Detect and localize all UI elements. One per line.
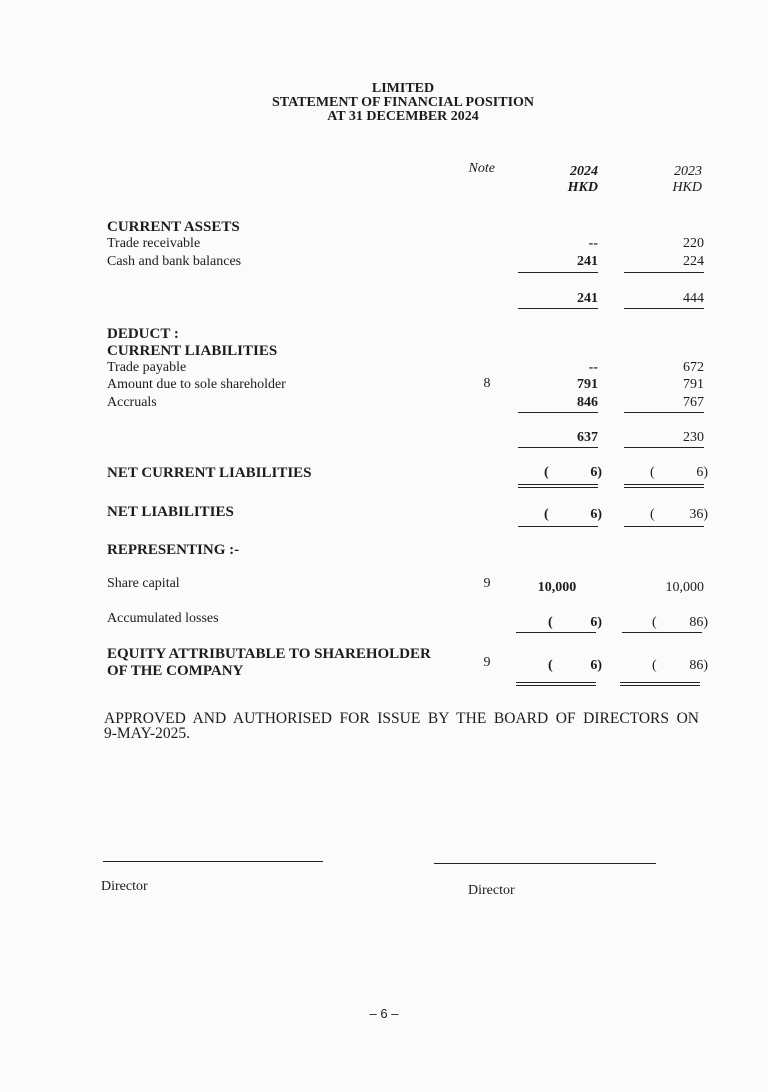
currency-2024-header: HKD	[567, 180, 598, 195]
director-label-left: Director	[101, 879, 148, 894]
cash-bank-label: Cash and bank balances	[107, 254, 242, 269]
statement-date: AT 31 DECEMBER 2024	[327, 109, 479, 124]
rule	[516, 682, 596, 683]
open-paren: (	[652, 658, 657, 673]
value: 86)	[689, 658, 708, 673]
net-current-liabilities-2023	[650, 465, 708, 481]
current-liabilities-heading: CURRENT LIABILITIES	[107, 343, 278, 359]
rule	[624, 526, 704, 527]
share-capital-2024: 10,000	[537, 580, 577, 595]
value: 6)	[590, 507, 602, 522]
value: 6)	[590, 465, 602, 480]
cash-bank-2024: 241	[577, 254, 598, 269]
due-shareholder-label: Amount due to sole shareholder	[107, 377, 286, 392]
rule	[622, 632, 702, 633]
company-name: LIMITED	[371, 81, 435, 96]
equity-2023	[652, 658, 708, 674]
trade-payable-2023: 672	[683, 360, 704, 375]
net-liabilities-2023	[650, 507, 708, 523]
trade-receivable-label: Trade receivable	[107, 236, 201, 251]
statement-title: STATEMENT OF FINANCIAL POSITION	[271, 95, 535, 110]
trade-payable-2024: --	[588, 360, 598, 375]
rule	[620, 682, 700, 683]
rule	[518, 308, 598, 309]
rule	[624, 447, 704, 448]
deduct-heading: DEDUCT :	[107, 326, 179, 342]
rule	[624, 308, 704, 309]
director-label-right: Director	[468, 883, 515, 898]
rule	[518, 526, 598, 527]
trade-receivable-2023: 220	[683, 236, 704, 251]
rule	[624, 272, 704, 273]
rule	[624, 484, 704, 485]
approval-line2: 9-MAY-2025.	[104, 725, 190, 742]
trade-receivable-2024: --	[588, 236, 598, 251]
net-current-liabilities-label: NET CURRENT LIABILITIES	[107, 465, 312, 481]
currency-2023-header: HKD	[672, 180, 702, 195]
page-number: – 6 –	[369, 1006, 399, 1021]
open-paren: (	[548, 615, 553, 630]
accruals-2023: 767	[683, 395, 704, 410]
net-liabilities-2024	[544, 507, 602, 523]
cash-bank-2023: 224	[683, 254, 704, 269]
year-2023-header: 2023	[674, 164, 702, 179]
rule	[624, 412, 704, 413]
open-paren: (	[650, 507, 655, 522]
net-liabilities-label: NET LIABILITIES	[107, 504, 234, 520]
value: 36)	[689, 507, 708, 522]
equity-2024	[548, 658, 602, 674]
signature-line-left	[103, 861, 323, 862]
rule	[518, 272, 598, 273]
value: 6)	[590, 658, 602, 673]
accumulated-losses-2024	[548, 615, 602, 631]
total-liabilities-2024: 637	[577, 430, 598, 445]
equity-label-line2: OF THE COMPANY	[107, 663, 244, 679]
current-assets-heading: CURRENT ASSETS	[107, 219, 240, 235]
note-column-header: Note	[468, 161, 495, 176]
open-paren: (	[544, 507, 549, 522]
share-capital-label: Share capital	[107, 576, 180, 591]
accumulated-losses-2023	[652, 615, 708, 631]
rule	[518, 447, 598, 448]
value: 86)	[689, 615, 708, 630]
rule	[624, 487, 704, 488]
open-paren: (	[652, 615, 657, 630]
open-paren: (	[544, 465, 549, 480]
rule	[516, 632, 596, 633]
total-assets-2024: 241	[577, 291, 598, 306]
share-capital-2023: 10,000	[665, 580, 704, 595]
equity-note: 9	[483, 655, 491, 670]
due-shareholder-2024: 791	[577, 377, 598, 392]
due-shareholder-2023: 791	[683, 377, 704, 392]
year-2024-header: 2024	[570, 164, 598, 179]
rule	[516, 685, 596, 686]
rule	[620, 685, 700, 686]
net-current-liabilities-2024	[544, 465, 602, 481]
approval-line1: APPROVED AND AUTHORISED FOR ISSUE BY THE BOARD OF DIRECTORS ON	[104, 710, 699, 727]
accumulated-losses-label: Accumulated losses	[107, 611, 219, 626]
open-paren: (	[548, 658, 553, 673]
share-capital-note: 9	[483, 576, 491, 591]
accruals-label: Accruals	[107, 395, 157, 410]
equity-label-line1: EQUITY ATTRIBUTABLE TO SHAREHOLDER	[107, 646, 431, 662]
representing-heading: REPRESENTING :-	[107, 542, 240, 558]
trade-payable-label: Trade payable	[107, 360, 187, 375]
value: 6)	[696, 465, 708, 480]
value: 6)	[590, 615, 602, 630]
rule	[518, 484, 598, 485]
rule	[518, 487, 598, 488]
total-liabilities-2023: 230	[683, 430, 704, 445]
accruals-2024: 846	[577, 395, 598, 410]
total-assets-2023: 444	[683, 291, 704, 306]
open-paren: (	[650, 465, 655, 480]
signature-line-right	[434, 863, 656, 864]
due-shareholder-note: 8	[483, 376, 491, 391]
rule	[518, 412, 598, 413]
